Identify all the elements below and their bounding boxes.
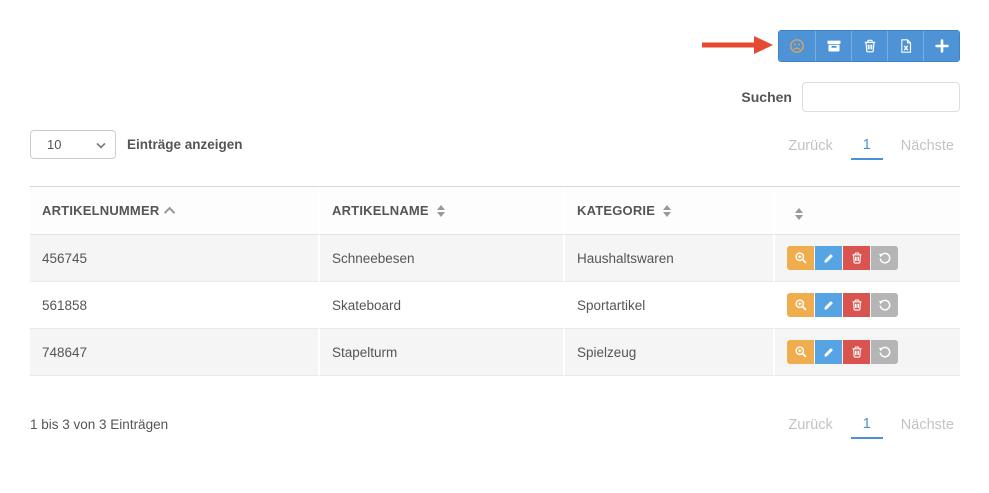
current-page-button[interactable]: 1 bbox=[851, 410, 883, 439]
archive-button[interactable] bbox=[815, 31, 851, 61]
search-row bbox=[741, 82, 960, 112]
table-row bbox=[30, 329, 960, 376]
cell-artikelname: Schneebesen bbox=[318, 235, 563, 282]
next-page-button[interactable]: Nächste bbox=[900, 416, 954, 433]
row-action-group bbox=[787, 340, 898, 364]
row-action-group bbox=[787, 293, 898, 317]
delete-button[interactable] bbox=[843, 340, 870, 364]
previous-page-button[interactable]: Zurück bbox=[788, 416, 833, 433]
toolbar bbox=[778, 30, 960, 62]
cell-artikelname: Stapelturm bbox=[318, 329, 563, 376]
current-page-button[interactable]: 1 bbox=[851, 131, 883, 160]
length-menu-label: Einträge anzeigen bbox=[127, 137, 243, 152]
next-page-button[interactable]: Nächste bbox=[900, 137, 954, 154]
cell-kategorie: Haushaltswaren bbox=[563, 235, 773, 282]
history-icon bbox=[878, 251, 892, 265]
search-input[interactable] bbox=[802, 82, 960, 112]
column-header-artikelnummer[interactable]: ARTIKELNUMMER bbox=[30, 187, 318, 235]
table-header-row bbox=[30, 187, 960, 235]
excel-export-button[interactable] bbox=[887, 31, 923, 61]
sort-both-icon bbox=[795, 208, 803, 220]
pencil-icon bbox=[822, 251, 836, 265]
column-header-artikelname[interactable]: ARTIKELNAME bbox=[318, 187, 563, 235]
trash-icon bbox=[850, 251, 864, 265]
zoom-in-icon bbox=[794, 298, 808, 312]
table-row bbox=[30, 235, 960, 282]
add-button[interactable] bbox=[923, 31, 959, 61]
trash-icon bbox=[850, 298, 864, 312]
row-action-group bbox=[787, 246, 898, 270]
zoom-in-icon bbox=[794, 251, 808, 265]
table-info: 1 bis 3 von 3 Einträgen bbox=[30, 417, 169, 432]
history-icon bbox=[878, 345, 892, 359]
archive-icon bbox=[826, 38, 842, 54]
trash-button[interactable] bbox=[851, 31, 887, 61]
pagination-top bbox=[782, 131, 960, 160]
table-body bbox=[30, 235, 960, 376]
previous-page-button[interactable]: Zurück bbox=[788, 137, 833, 154]
trash-icon bbox=[850, 345, 864, 359]
cell-actions bbox=[773, 282, 960, 329]
sort-both-icon bbox=[663, 205, 671, 217]
frown-icon bbox=[789, 38, 805, 54]
sort-asc-icon bbox=[164, 206, 175, 217]
add-icon bbox=[934, 38, 950, 54]
cell-artikelname: Skateboard bbox=[318, 282, 563, 329]
delete-button[interactable] bbox=[843, 293, 870, 317]
cell-kategorie: Sportartikel bbox=[563, 282, 773, 329]
annotation-arrow-icon bbox=[700, 35, 774, 55]
cell-artikelnummer: 456745 bbox=[30, 235, 318, 282]
edit-button[interactable] bbox=[815, 340, 842, 364]
zoom-in-icon bbox=[794, 345, 808, 359]
sort-both-icon bbox=[437, 205, 445, 217]
history-button[interactable] bbox=[871, 293, 898, 317]
chevron-down-icon bbox=[96, 139, 105, 148]
pencil-icon bbox=[822, 298, 836, 312]
cell-actions bbox=[773, 235, 960, 282]
table-row bbox=[30, 282, 960, 329]
column-header-actions[interactable] bbox=[773, 187, 960, 235]
search-label: Suchen bbox=[741, 89, 792, 105]
column-header-kategorie[interactable]: KATEGORIE bbox=[563, 187, 773, 235]
cell-artikelnummer: 561858 bbox=[30, 282, 318, 329]
pencil-icon bbox=[822, 345, 836, 359]
trash-icon bbox=[862, 38, 878, 54]
cell-artikelnummer: 748647 bbox=[30, 329, 318, 376]
articles-table bbox=[30, 186, 960, 376]
view-button[interactable] bbox=[787, 340, 814, 364]
cell-kategorie: Spielzeug bbox=[563, 329, 773, 376]
history-button[interactable] bbox=[871, 246, 898, 270]
page-length-value: 10 bbox=[47, 137, 62, 152]
pagination-bottom bbox=[782, 410, 960, 439]
excel-export-icon bbox=[898, 38, 914, 54]
history-icon bbox=[878, 298, 892, 312]
frown-button[interactable] bbox=[779, 31, 815, 61]
edit-button[interactable] bbox=[815, 293, 842, 317]
view-button[interactable] bbox=[787, 293, 814, 317]
view-button[interactable] bbox=[787, 246, 814, 270]
history-button[interactable] bbox=[871, 340, 898, 364]
delete-button[interactable] bbox=[843, 246, 870, 270]
length-row bbox=[30, 130, 243, 159]
page-length-select[interactable] bbox=[30, 130, 116, 159]
edit-button[interactable] bbox=[815, 246, 842, 270]
cell-actions bbox=[773, 329, 960, 376]
